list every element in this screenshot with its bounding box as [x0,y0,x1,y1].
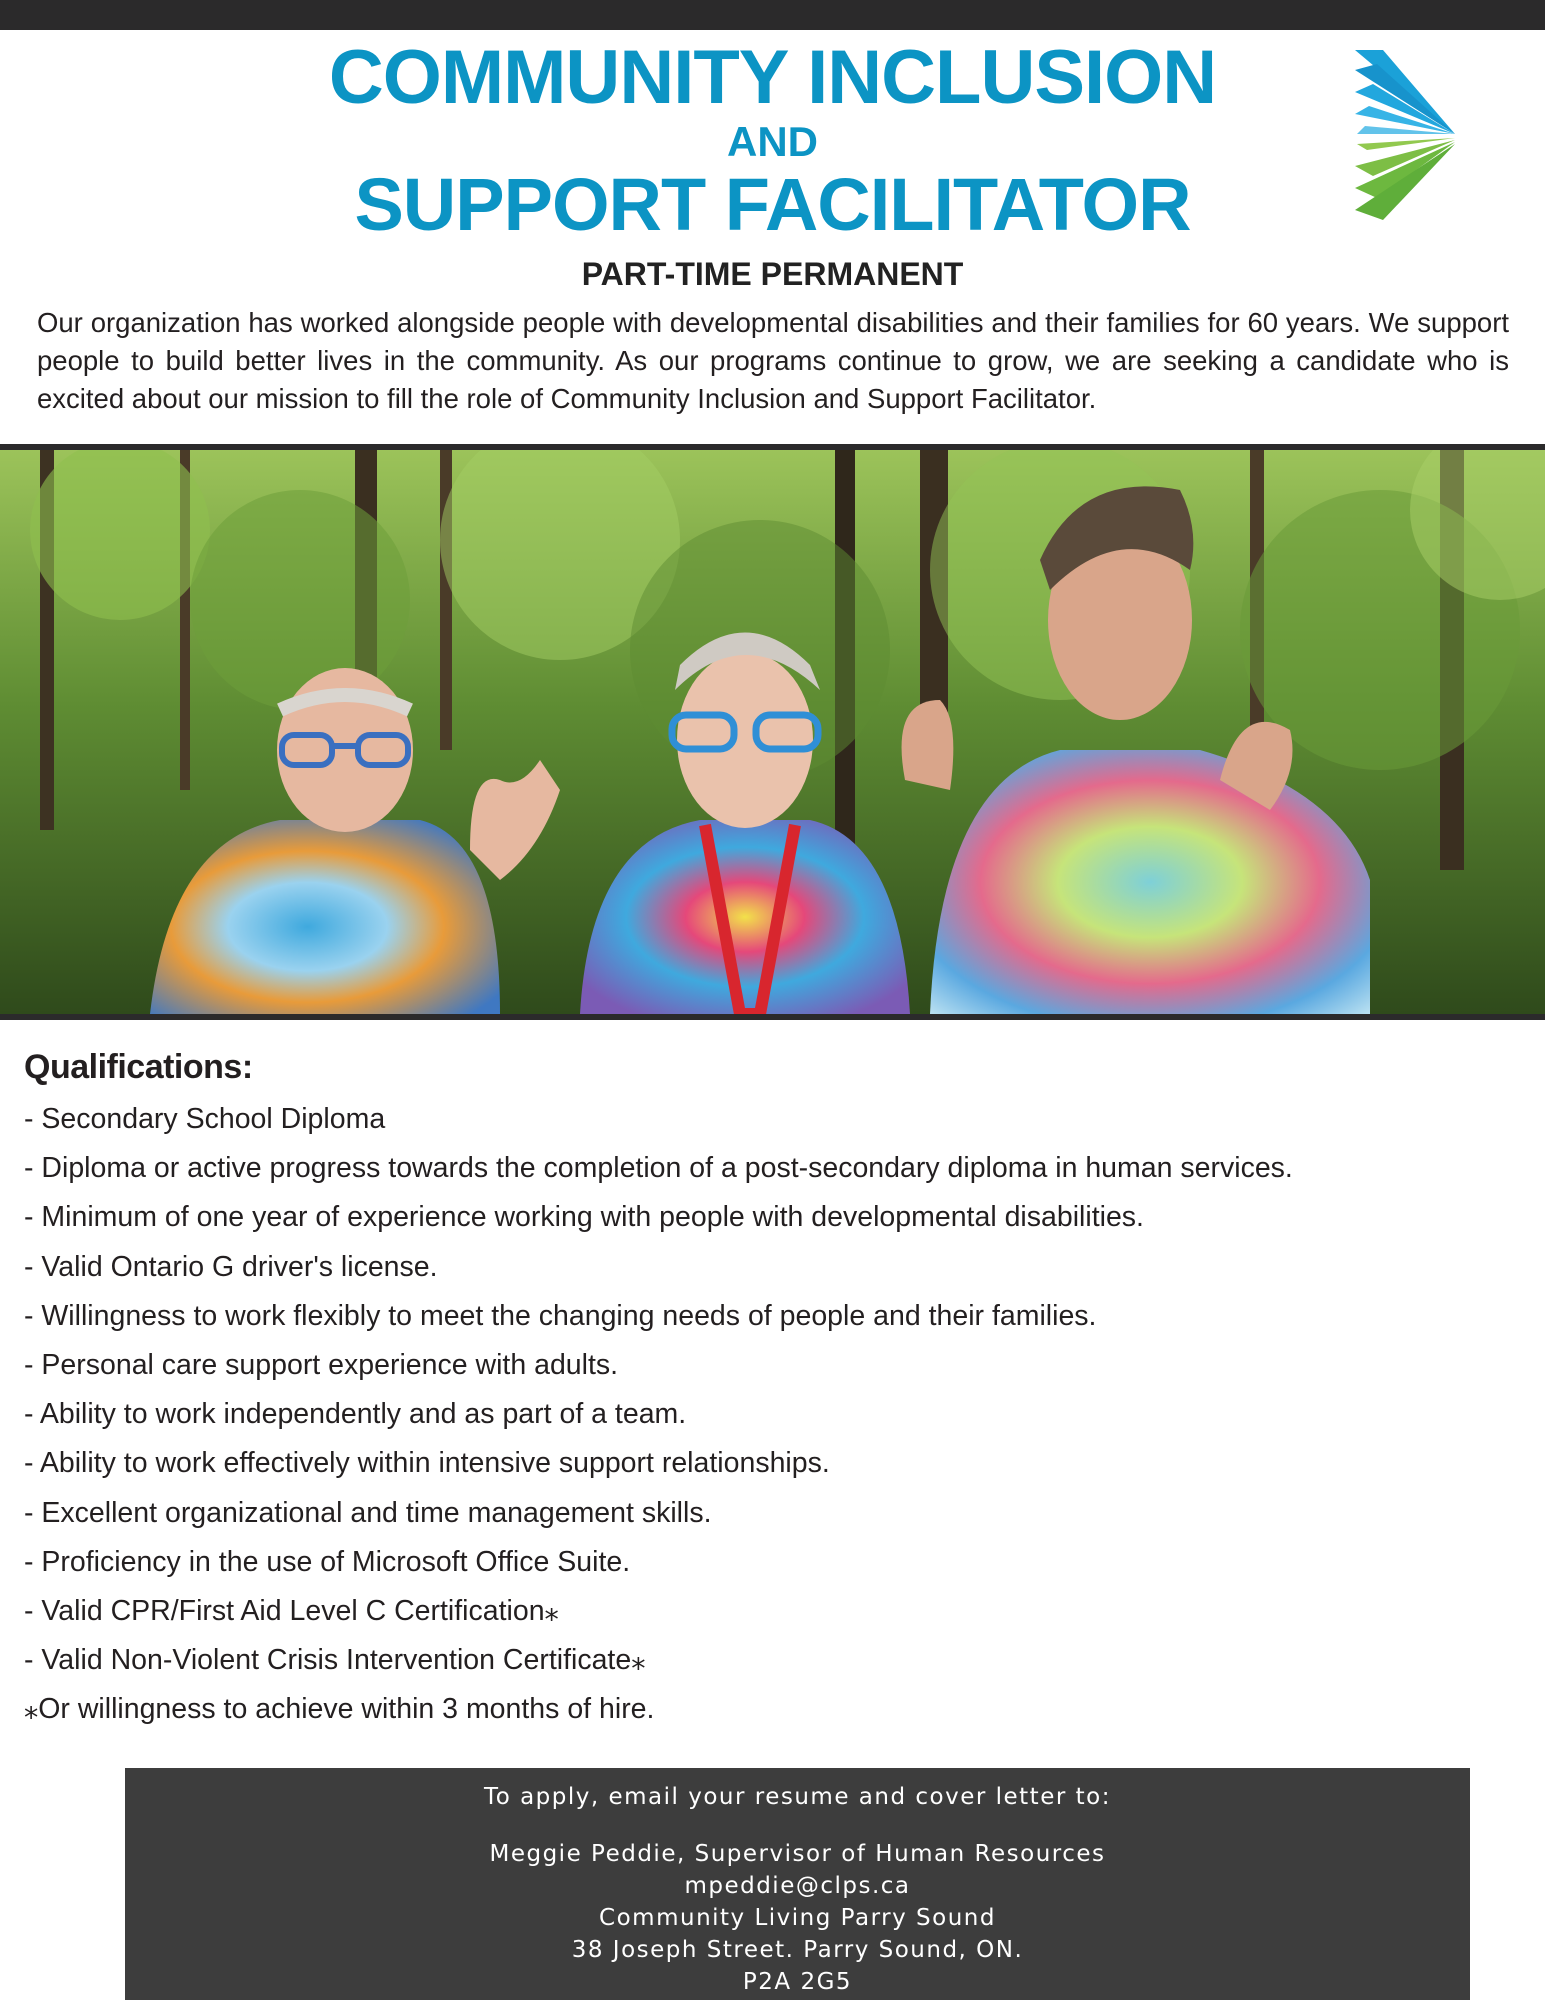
apply-instructions: To apply, email your resume and cover letter to: [484,1784,1111,1810]
title-and: AND [727,118,818,165]
qualification-item: - Valid CPR/First Aid Level C Certification⁎ [24,1595,559,1628]
qualification-item: - Willingness to work flexibly to meet the changing needs of people and their families. [24,1299,1097,1332]
qualification-item: - Ability to work effectively within intensive support relationships. [24,1447,830,1480]
qualification-item: - Ability to work independently and as part of a team. [24,1398,687,1431]
title-line-2: SUPPORT FACILITATOR [354,163,1191,246]
qualification-item: - Secondary School Diploma [24,1103,386,1135]
qualification-item: - Minimum of one year of experience working with people with developmental disabilities. [24,1201,1144,1234]
postal-code: P2A 2G5 [742,1969,853,1995]
top-bar [0,0,1545,30]
qualifications-heading: Qualifications: [24,1048,253,1086]
contact-email-link[interactable]: mpeddie@clps.ca [684,1873,911,1899]
qualifications-section [24,1045,1524,1735]
qualification-item: - Valid Non-Violent Crisis Intervention Certificate⁎ [24,1644,646,1677]
qualification-item: - Valid Ontario G driver's license. [24,1250,438,1283]
group-photo [0,444,1545,1020]
qualification-item: - Excellent organizational and time management skills. [24,1496,712,1529]
contact-details [125,1838,1470,1998]
title-line-1: COMMUNITY INCLUSION [328,35,1217,120]
poster-header [150,36,1395,292]
qualification-item: - Personal care support experience with adults. [24,1349,619,1382]
qualification-item: - Proficiency in the use of Microsoft Office Suite. [24,1545,631,1578]
qualification-item: - Diploma or active progress towards the completion of a post-secondary diploma in human services. [24,1152,1293,1185]
organization-name: Community Living Parry Sound [599,1905,996,1931]
qualifications-list [24,1095,1524,1685]
apply-contact-box [125,1768,1470,2000]
street-address: 38 Joseph Street. Parry Sound, ON. [571,1937,1024,1963]
group-photo-illustration [0,450,1545,1014]
contact-name: Meggie Peddie, Supervisor of Human Resources [489,1841,1106,1867]
job-type-subtitle: PART-TIME PERMANENT [581,256,964,292]
certification-footnote: ⁎Or willingness to achieve within 3 months of hire. [24,1693,655,1726]
organization-logo-icon [1355,48,1465,228]
intro-paragraph: Our organization has worked alongside people with developmental disabilities and their families for 60 years. We support people to build better lives in the community. As our programs continue to grow, we are seeking a candidate who is excited about our mission to fill the role of Community Inclusion and Support Facilitator. [37,307,1509,414]
